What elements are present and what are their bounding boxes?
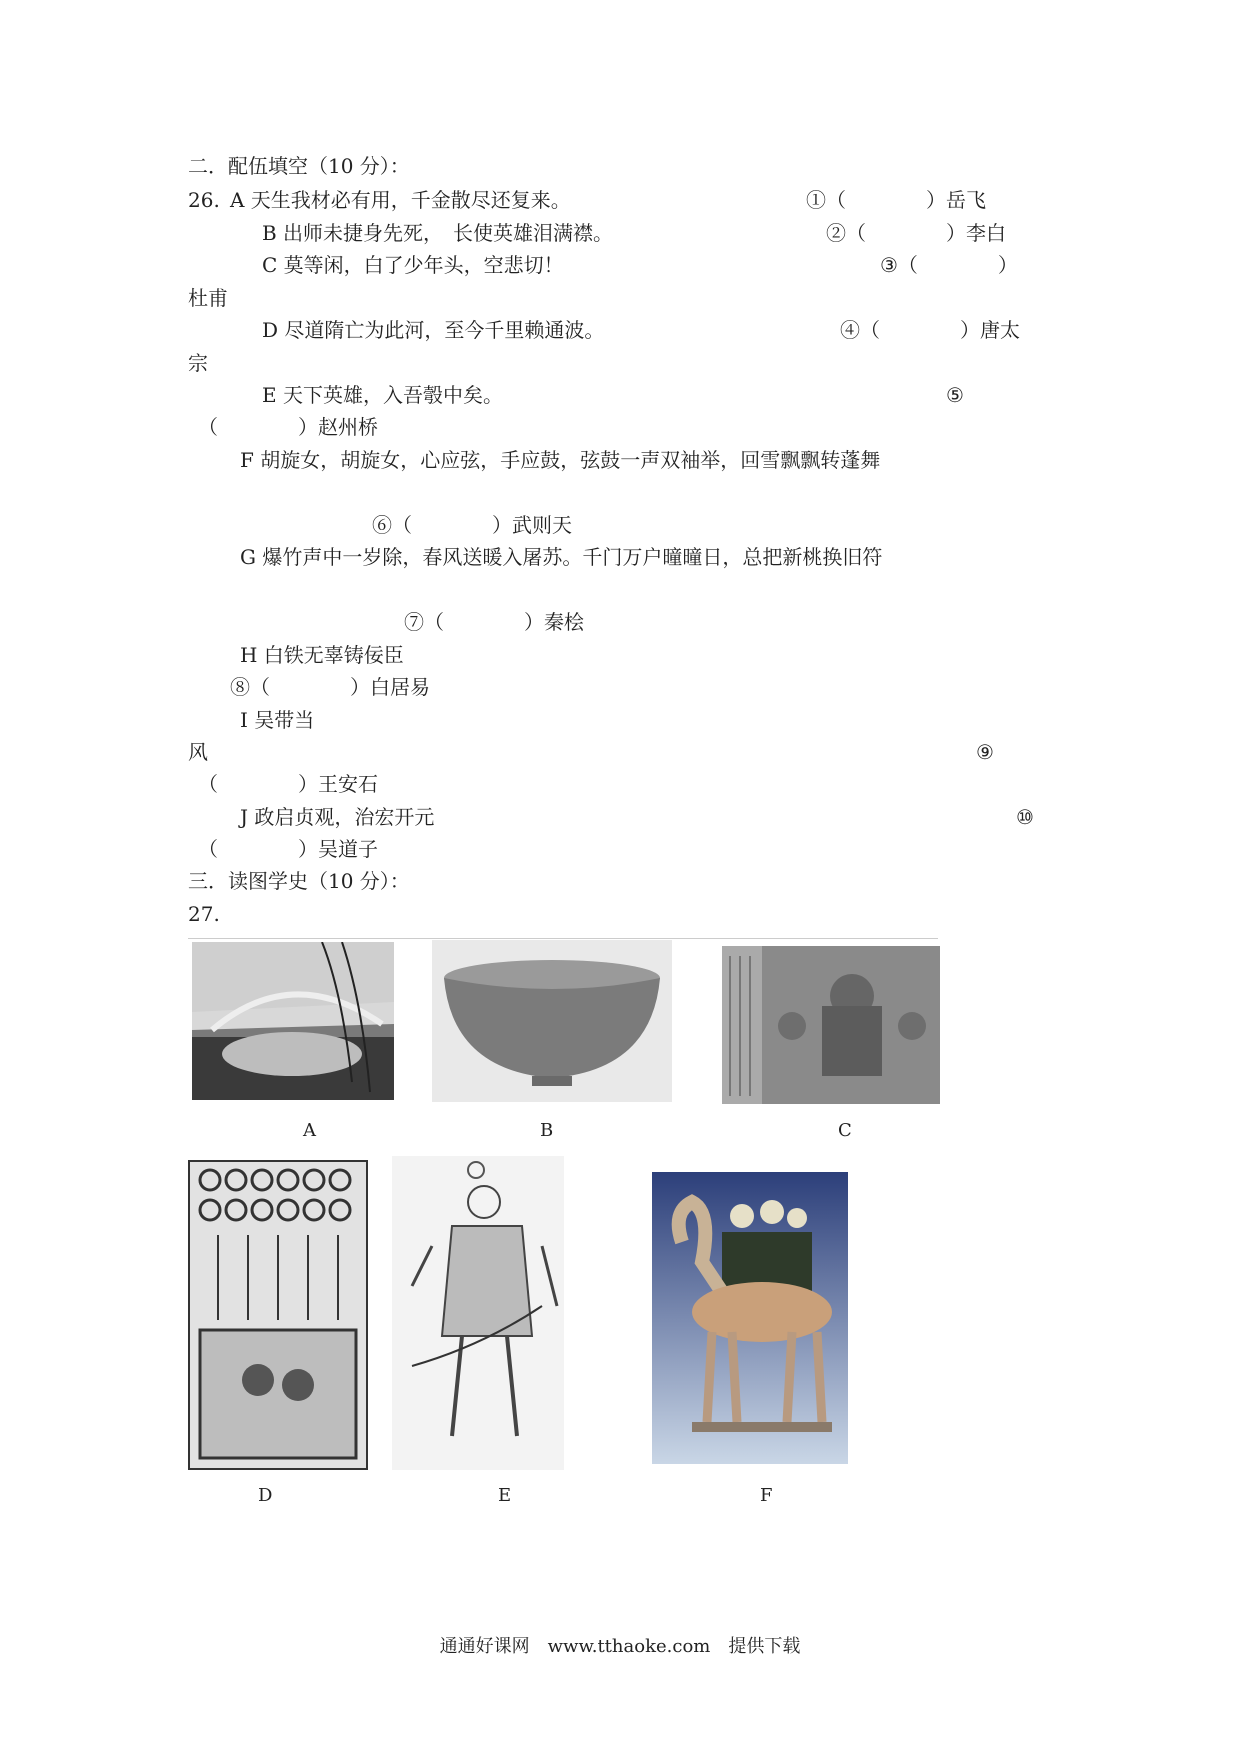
item-h-text: H 白铁无辜铸佞臣 <box>240 643 404 667</box>
figure-e-general-image <box>392 1156 564 1470</box>
item-e-wrap: （ ）赵州桥 <box>198 415 378 439</box>
figure-b-bowl-image <box>432 940 672 1102</box>
item-i-text: I 吴带当 <box>240 708 315 732</box>
figure-c-scroll-image <box>722 946 940 1104</box>
item-c-wrap: 杜甫 <box>188 286 228 310</box>
item-d-text: D 尽道隋亡为此河，至今千里赖通波。 <box>262 318 605 342</box>
figure-c-label: C <box>838 1120 852 1141</box>
item-e-text: E 天下英雄，入吾彀中矣。 <box>262 383 503 407</box>
figure-e-label: E <box>498 1485 512 1506</box>
divider-line <box>188 938 938 939</box>
question-27-number: 27. <box>188 902 220 926</box>
figure-d-paper-money-image <box>188 1160 368 1470</box>
item-e-match: ⑤ <box>946 383 964 407</box>
item-j-text: J 政启贞观，治宏开元 <box>240 805 435 829</box>
item-g-text: G 爆竹声中一岁除，春风送暖入屠苏。千门万户曈曈日，总把新桃换旧符 <box>240 545 883 569</box>
item-h-match: ⑧（ ）白居易 <box>230 675 430 699</box>
item-d-match: ④（ ）唐太 <box>840 318 1020 342</box>
figure-f-label: F <box>760 1485 773 1506</box>
item-c-text: C 莫等闲，白了少年头，空悲切！ <box>262 253 564 277</box>
figure-d-label: D <box>258 1485 273 1506</box>
item-a-text: A 天生我材必有用，千金散尽还复来。 <box>230 188 571 212</box>
figure-a-bridge-image <box>192 942 394 1100</box>
item-j-match: ⑩ <box>1016 805 1034 829</box>
question-26-number: 26. <box>188 188 220 212</box>
item-i-wrap-text: 风 <box>188 740 208 764</box>
item-b-text: B 出师未捷身先死， 长使英雄泪满襟。 <box>262 221 614 245</box>
item-d-wrap: 宗 <box>188 351 208 375</box>
item-f-match: ⑥（ ）武则天 <box>372 513 572 537</box>
item-j-wrap: （ ）吴道子 <box>198 837 378 861</box>
item-i-match: ⑨ <box>976 740 994 764</box>
item-g-match: ⑦（ ）秦桧 <box>404 610 584 634</box>
section2-heading: 二．配伍填空（10 分）： <box>188 154 410 178</box>
figure-b-label: B <box>540 1120 554 1141</box>
figure-f-camel-image <box>652 1172 848 1464</box>
page-footer: 通通好课网 www.tthaoke.com 提供下载 <box>439 1636 801 1657</box>
item-c-match: ③（ ） <box>880 253 1018 277</box>
section3-heading: 三．读图学史（10 分）： <box>188 869 410 893</box>
item-i-wrap: （ ）王安石 <box>198 772 378 796</box>
figure-a-label: A <box>303 1120 316 1141</box>
item-b-match: ②（ ）李白 <box>826 221 1006 245</box>
item-a-match: ①（ ）岳飞 <box>806 188 986 212</box>
item-f-text: F 胡旋女，胡旋女，心应弦，手应鼓，弦鼓一声双袖举，回雪飘飘转蓬舞 <box>240 448 881 472</box>
